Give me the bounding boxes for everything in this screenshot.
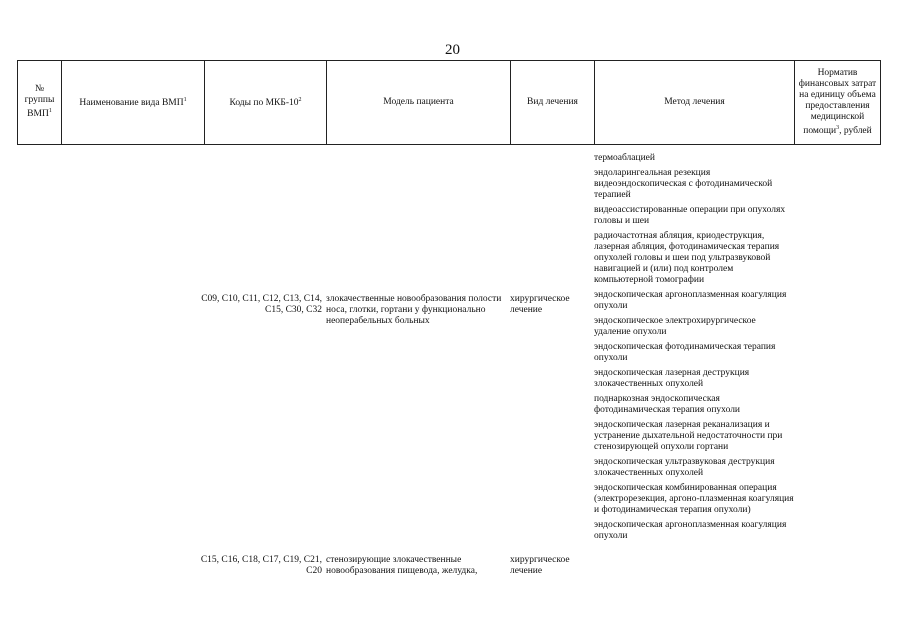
header-cost-norm: Норматив финансовых затрат на единицу объема предоставления медицинской помощи$^3$, рублей xyxy=(795,61,881,145)
header-vmp-name: Наименование вида ВМП$^1$ xyxy=(62,61,205,145)
method-item: эндоскопическая аргоноплазменная коагуляция опухоли xyxy=(594,290,787,311)
method-item: видеоассистированные операции при опухолях головы и шеи xyxy=(594,205,786,226)
method-item: эндоскопическая комбинированная операция (электрорезекция, аргоно-плазменная коагуляция и фотодинамическая терапия опухоли) xyxy=(594,483,794,515)
header-treatment-method: Метод лечения xyxy=(595,61,795,145)
row-2-icd-codes: C15, C16, C18, C17, C19, C21, C20 xyxy=(200,555,322,576)
method-item: термоаблацией xyxy=(594,153,655,163)
method-item: эндоскопическая лазерная реканализация и устранение дыхательной недостаточности при стенозирующей опухоли гортани xyxy=(594,420,783,452)
method-list xyxy=(594,153,794,546)
method-item: эндоскопическая ультразвуковая деструкция злокачественных опухолей xyxy=(594,457,775,478)
row-2-patient-model: стенозирующие злокачественные новообразования пищевода, желудка, xyxy=(326,555,478,576)
header-bottom-rule xyxy=(17,144,880,145)
row-1-icd-codes: C09, C10, C11, C12, C13, C14, C15, C30, C32 xyxy=(201,294,322,315)
method-item: эндоларингеальная резекция видеоэндоскопическая с фотодинамической терапией xyxy=(594,168,773,200)
table-header xyxy=(17,60,881,145)
header-patient-model: Модель пациента xyxy=(327,61,511,145)
row-1-patient-model: злокачественные новообразования полости носа, глотки, гортани у функционально неоперабельных больных xyxy=(326,294,502,326)
method-item: эндоскопическая аргоноплазменная коагуляция опухоли xyxy=(594,520,787,541)
header-icd-codes: Коды по МКБ-$10^2$ xyxy=(205,61,327,145)
method-item: эндоскопическое электрохирургическое удаление опухоли xyxy=(594,316,756,337)
row-2-treatment-type: хирургическое лечение xyxy=(510,555,570,576)
method-item: радиочастотная абляция, криодеструкция, лазерная абляция, фотодинамическая терапия опухолей головы и шеи под ультразвуковой навигацией и (или) под контролем компьютерной томографии xyxy=(594,231,780,285)
header-treatment-type: Вид лечения xyxy=(511,61,595,145)
method-item: поднаркозная эндоскопическая фотодинамическая терапия опухоли xyxy=(594,394,741,415)
row-1-treatment-type: хирургическое лечение xyxy=(510,294,570,315)
method-item: эндоскопическая фотодинамическая терапия опухоли xyxy=(594,342,776,363)
page-number: 20 xyxy=(445,42,460,58)
method-item: эндоскопическая лазерная деструкция злокачественных опухолей xyxy=(594,368,750,389)
header-group-number: № группы ВМП$^1$ xyxy=(18,61,62,145)
